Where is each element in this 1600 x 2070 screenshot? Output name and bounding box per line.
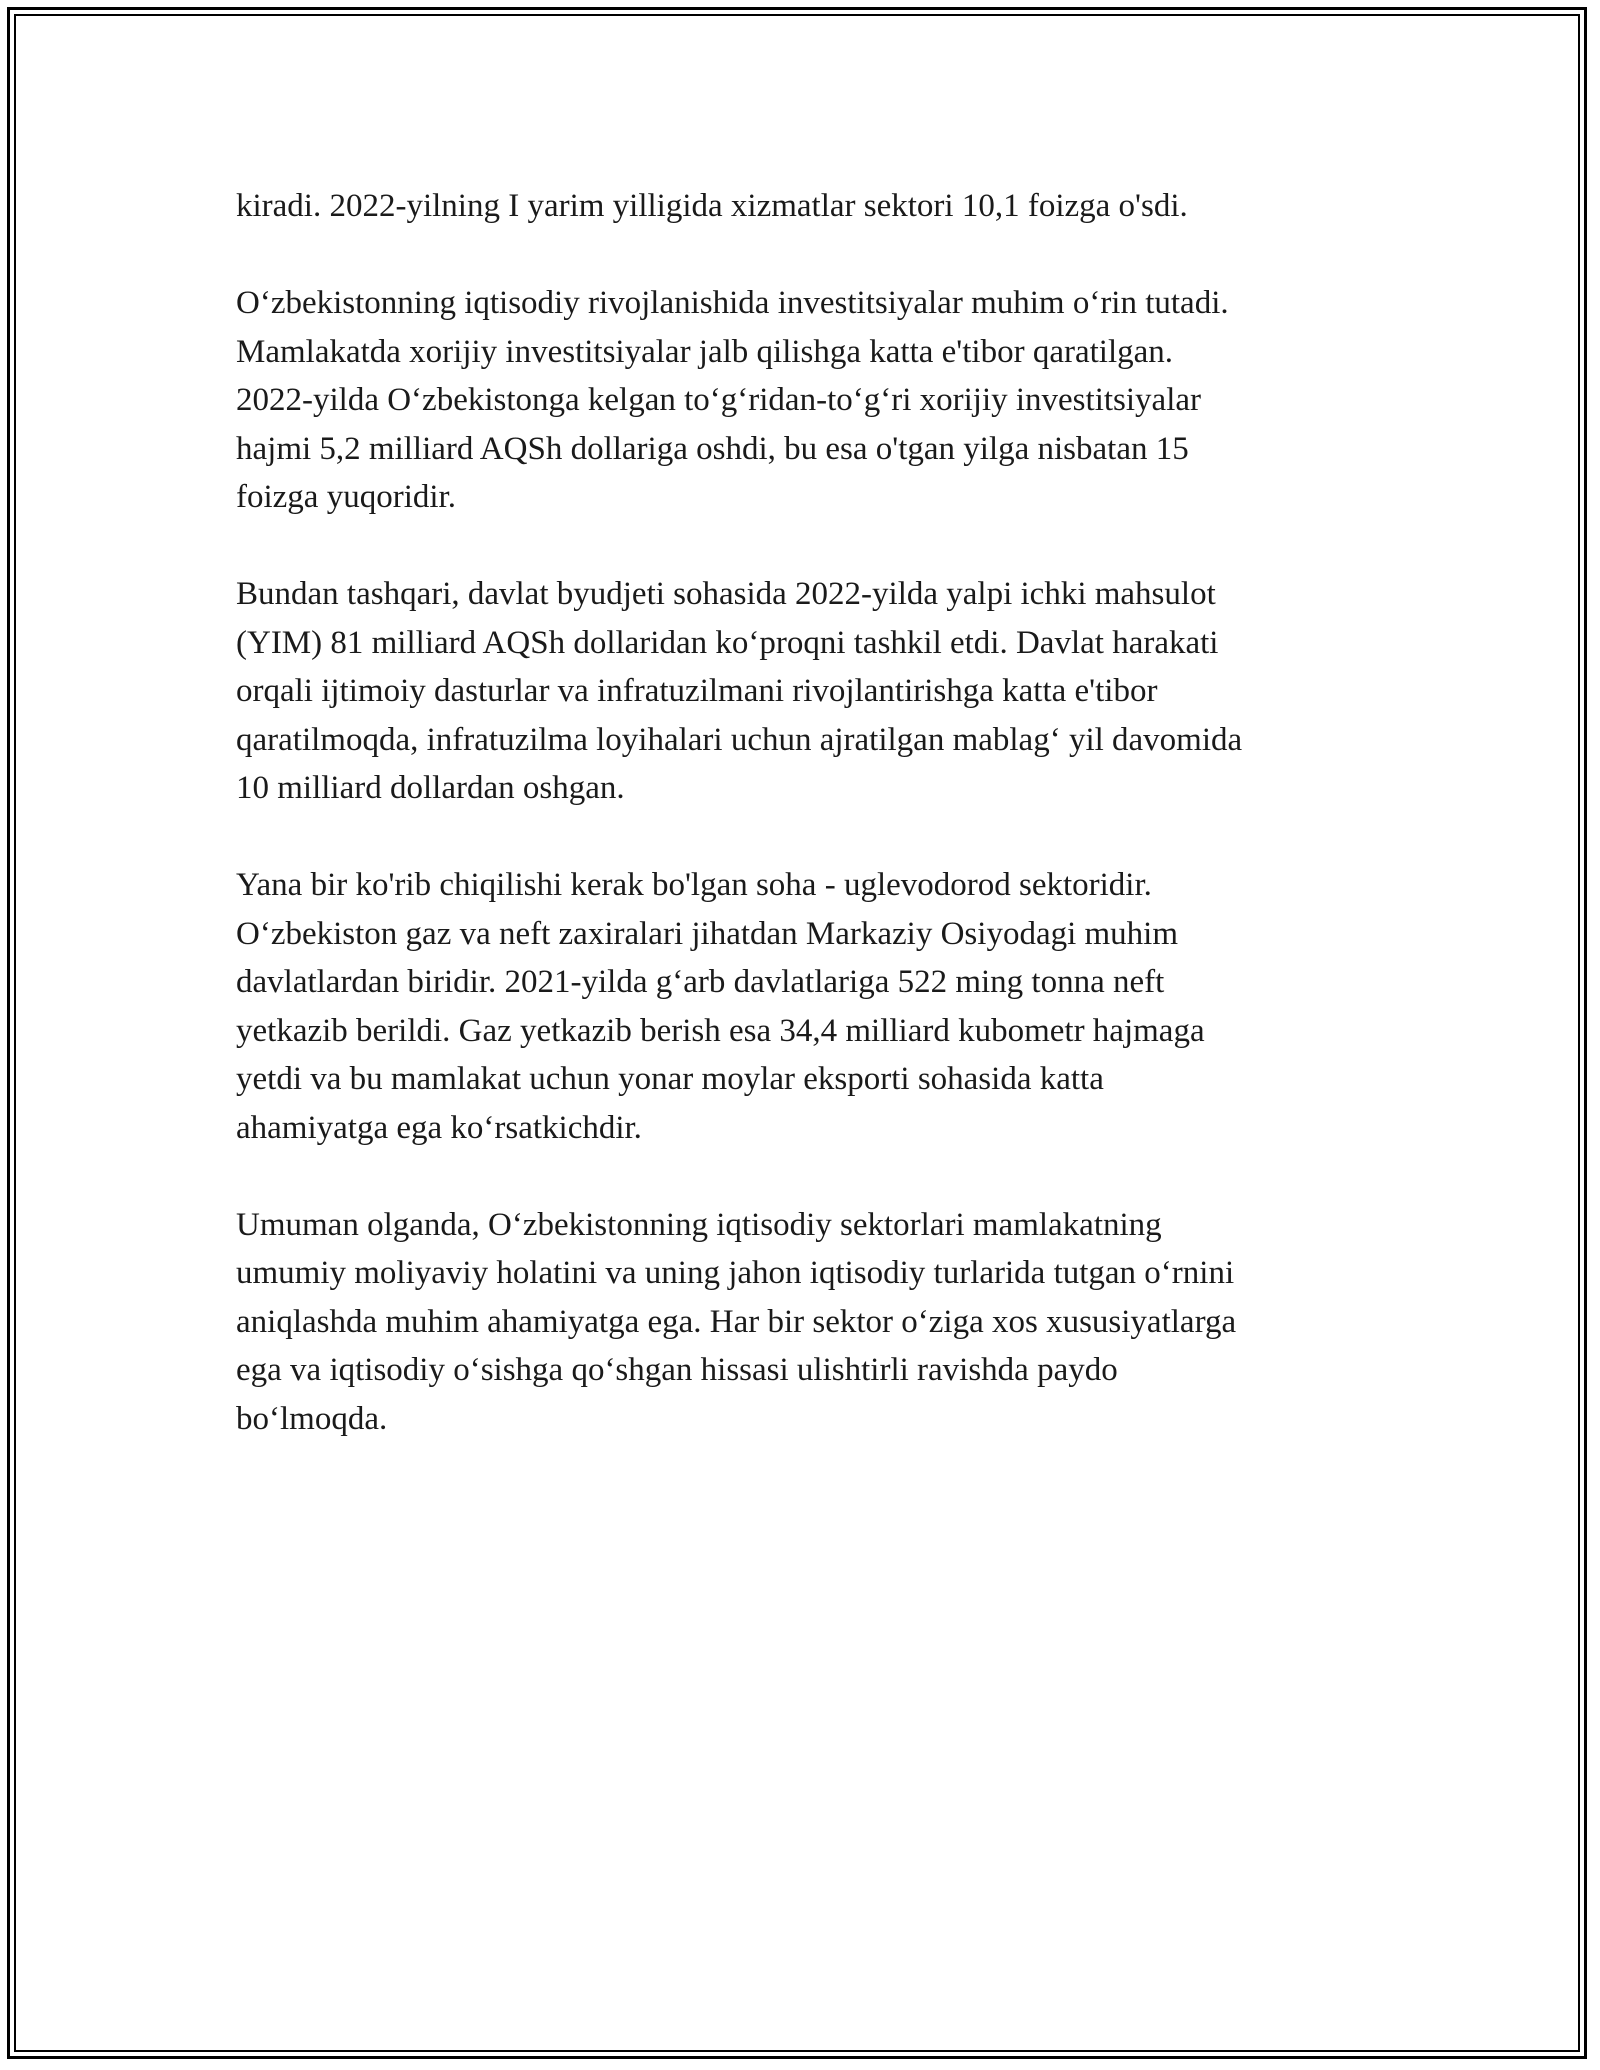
paragraph-hydrocarbon-sector: Yana bir ko'rib chiqilishi kerak bo'lgan soha - uglevodorod sektoridir. O‘zbekiston gaz va neft zaxiralari jihatdan Markaziy Osiyodagi muhim davlatlardan biridir. 2021-yilda g‘arb davlatlariga 522 ming tonna neft yetkazib berildi. Gaz yetkazib berish esa 34,4 milliard kubometr hajmaga yetdi va bu mamlakat uchun yonar moylar eksporti sohasida katta ahamiyatga ega ko‘rsatkichdir. [236,867,1205,1146]
paragraph-services-growth: kiradi. 2022-yilning I yarim yilligida xizmatlar sektori 10,1 foizga o'sdi. [236,188,1188,224]
paragraph-investments: O‘zbekistonning iqtisodiy rivojlanishida investitsiyalar muhim o‘rin tutadi. Mamlakatda xorijiy investitsiyalar jalb qilishga katta e'tibor qaratilgan. 2022-yilda O‘zbekistonga kelgan to‘g‘ridan-to‘g‘ri xorijiy investitsiyalar hajmi 5,2 milliard AQSh dollariga oshdi, bu esa o'tgan yilga nisbatan 15 foizga yuqoridir. [236,285,1229,515]
paragraph-state-budget: Bundan tashqari, davlat byudjeti sohasida 2022-yilda yalpi ichki mahsulot (YIM) 81 milliard AQSh dollaridan ko‘proqni tashkil etdi. Davlat harakati orqali ijtimoiy dasturlar va infratuzilmani rivojlantirishga katta e'tibor qaratilmoqda, infratuzilma loyihalari uchun ajratilgan mablag‘ yil davomida 10 milliard dollardan oshgan. [236,576,1243,806]
paragraph-conclusion: Umuman olganda, O‘zbekistonning iqtisodiy sektorlari mamlakatning umumiy moliyaviy holatini va uning jahon iqtisodiy turlarida tutgan o‘rnini aniqlashda muhim ahamiyatga ega. Har bir sektor o‘ziga xos xususiyatlarga ega va iqtisodiy o‘sishga qo‘shgan hissasi ulishtirli ravishda paydo bo‘lmoqda. [236,1206,1237,1437]
document-body [236,182,1366,1492]
